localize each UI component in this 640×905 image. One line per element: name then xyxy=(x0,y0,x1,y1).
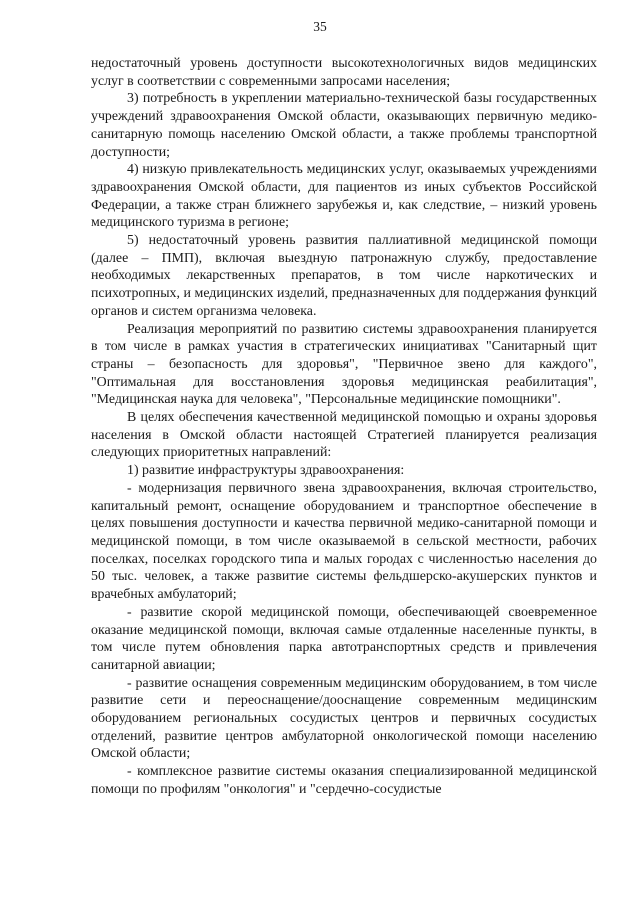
paragraph-primary-care-modernization: - модернизация первичного звена здравоохранения, включая строительство, капитальный ремонт, оснащение оборудованием и транспортное обеспечение в целях повышения доступности и качества первичной медико-санитарной помощи и медицинской помощи, в том числе оказываемой в сельской местности, рабочих поселках, поселках городского типа и малых городах с численностью населения до 50 тыс. человек, а также развитие системы фельдшерско-акушерских пунктов и врачебных амбулаторий; xyxy=(91,480,597,603)
paragraph-strategic-initiatives: Реализация мероприятий по развитию системы здравоохранения планируется в том числе в рамках участия в стратегических инициативах "Санитарный щит страны – безопасность для здоровья", "Первичное звено для каждого", "Оптимальная для восстановления здоровья медицинская реабилитация", "Медицинская наука для человека", "Персональные медицинские помощники". xyxy=(91,321,597,408)
paragraph-infrastructure-heading: 1) развитие инфраструктуры здравоохранения: xyxy=(127,463,405,479)
paragraph-specialized-care: - комплексное развитие системы оказания специализированной медицинской помощи по профилям "онкология" и "сердечно-сосудистые xyxy=(91,764,597,797)
page-number: 35 xyxy=(313,19,327,34)
paragraph-item-5: 5) недостаточный уровень развития паллиативной медицинской помощи (далее – ПМП), включая выездную патронажную службу, предоставление необходимых лекарственных препаратов, в том числе наркотических и психотропных, и медицинских изделий, предназначенных для поддержания функций органов и систем организма человека. xyxy=(91,233,597,319)
paragraph-emergency-care: - развитие скорой медицинской помощи, обеспечивающей своевременное оказание медицинской помощи, включая самые отдаленные населенные пункты, в том числе путем обновления парка автотранспортных средств и привлечения санитарной авиации; xyxy=(91,604,597,673)
paragraph-continuation: недостаточный уровень доступности высокотехнологичных видов медицинских услуг в соответствии с современными запросами населения; xyxy=(91,56,597,89)
paragraph-item-3: 3) потребность в укреплении материально-технической базы государственных учреждений здравоохранения Омской области, оказывающих первичную медико-санитарную помощь населению Омской области, а также проблемы транспортной доступности; xyxy=(91,91,597,160)
paragraph-priority-directions-intro: В целях обеспечения качественной медицинской помощью и охраны здоровья населения в Омской области настоящей Стратегией планируется реализация следующих приоритетных направлений: xyxy=(91,410,597,461)
paragraph-item-4: 4) низкую привлекательность медицинских услуг, оказываемых учреждениями здравоохранения Омской области, для пациентов из иных субъектов Российской Федерации, а также стран ближнего зарубежья и, как следствие, – низкий уровень медицинского туризма в регионе; xyxy=(91,162,597,231)
document-body xyxy=(91,55,597,799)
paragraph-equipment: - развитие оснащения современным медицинским оборудованием, в том числе развитие сети и переоснащение/дооснащение современным медицинским оборудованием региональных сосудистых центров и первичных сосудистых отделений, развитие центров амбулаторной онкологической помощи населению Омской области; xyxy=(91,675,597,762)
